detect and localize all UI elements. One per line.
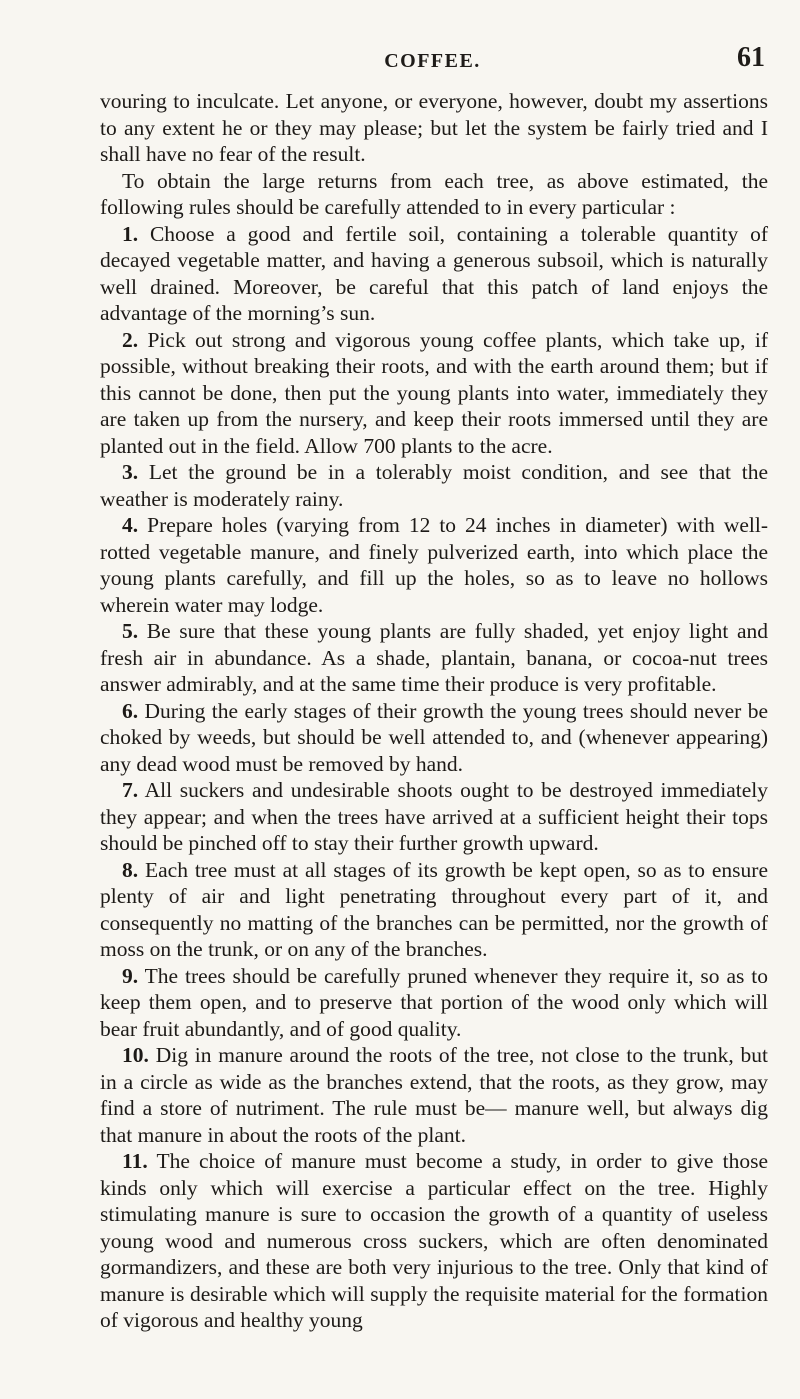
rule-item [100,459,768,512]
rule-number: 9. [122,963,139,988]
rule-number: 6. [122,698,139,723]
rule-number: 1. [122,221,139,246]
rule-text: Pick out strong and vigorous young coffee plants, which take up, if possible, without breaking their roots, and with the earth around them; but if this cannot be done, then put the young plants into water, immediately they are taken up from the nursery, and keep their roots immersed until they are planted out in the field. Allow 700 plants to the acre. [100,327,769,458]
rule-text: Be sure that these young plants are fully shaded, yet enjoy light and fresh air in abundance. As a shade, plantain, banana, or cocoa-nut trees answer admirably, and at the same time their produce is very profitable. [100,619,769,696]
rule-number: 7. [122,778,139,802]
rule-text: Prepare holes (varying from 12 to 24 inches in diameter) with well-rotted vegetable manure, and finely pulverized earth, into which place the young plants carefully, and fill up the holes, so as to leave no hollows wherein water may lodge. [100,513,769,617]
running-title: COFFEE. [384,50,481,72]
rule-item [100,698,768,778]
paragraph-continuation [100,88,768,168]
running-head [100,40,765,80]
rule-item [100,1042,768,1148]
rule-number: 2. [122,327,139,352]
page-number: 61 [737,42,765,73]
rule-text: Each tree must at all stages of its growth be kept open, so as to ensure plenty of air and light penetrating throughout every part of it, and consequently no matting of the branches can be permitted, nor the growth of moss on the trunk, or on any of the branches. [100,857,768,961]
rule-number: 10. [122,1043,149,1067]
rule-text: The trees should be carefully pruned whenever they require it, so as to keep them open, and to preserve that portion of the wood only which will bear fruit abundantly, and of good quality. [100,963,768,1041]
rule-text: Choose a good and fertile soil, containing a tolerable quantity of decayed vegetable matter, and having a generous subsoil, which is naturally well drained. Moreover, be careful that this patch of land enjoys the advantage of the morning’s sun. [100,221,769,325]
rule-item [100,963,768,1043]
rule-number: 8. [122,857,139,882]
rule-text: During the early stages of their growth the young trees should never be choked by weeds, but should be well attended to, and (whenever appearing) any dead wood must be removed by hand. [100,698,769,776]
rule-text: The choice of manure must become a study, in order to give those kinds only which will exercise a particular effect on the tree. Highly stimulating manure is sure to occasion the growth of a quantity of useless young wood and numerous cross suckers, which are often denominated gormandizers, and these are both very injurious to the tree. Only that kind of manure is desirable which will supply the requisite material for the formation of vigorous and healthy young [100,1149,768,1332]
rule-item [100,618,768,698]
rule-item [100,327,768,460]
rule-number: 3. [122,460,139,484]
body-text [100,88,768,1334]
rule-item [100,857,768,963]
paragraph-text: To obtain the large returns from each tree, as above estimated, the following rules should be carefully attended to in every particular : [100,168,768,219]
paragraph-text: vouring to inculcate. Let anyone, or everyone, however, doubt my assertions to any extent he or they may please; but let the system be fairly tried and I shall have no fear of the result. [100,89,768,166]
rule-text: Dig in manure around the roots of the tree, not close to the trunk, but in a circle as wide as the branches extend, that the roots, as they grow, may find a store of nutriment. The rule must be— manure well, but always dig that manure in about the roots of the plant. [100,1043,768,1147]
rule-number: 5. [122,619,139,643]
rule-number: 4. [122,513,139,537]
paragraph-intro [100,168,768,221]
rule-text: Let the ground be in a tolerably moist condition, and see that the weather is moderately rainy. [100,460,768,511]
rule-item [100,221,768,327]
rule-number: 11. [122,1149,148,1173]
rule-item [100,1148,768,1334]
rule-text: All suckers and undesirable shoots ought to be destroyed immediately they appear; and when the trees have arrived at a sufficient height their tops should be pinched off to stay their further growth upward. [100,778,768,855]
rule-item [100,512,768,618]
rule-item [100,777,768,857]
